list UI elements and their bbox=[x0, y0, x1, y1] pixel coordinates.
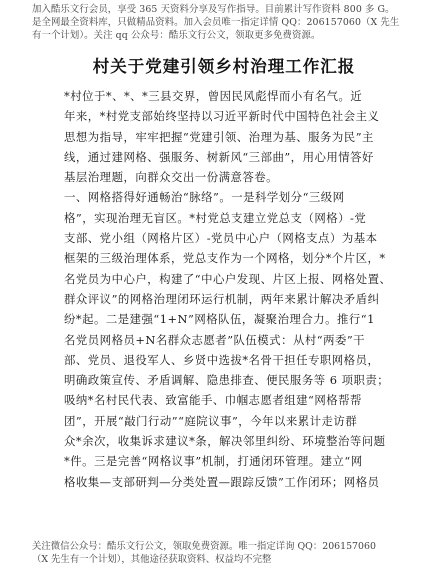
body-line: 基层治理题，向群众交出一份满意答卷。 bbox=[64, 170, 279, 185]
body-line: 纷*起。二是建强“1+N”网格队伍，凝聚治理合力。推行“1 bbox=[64, 312, 375, 327]
footer-notice-line: （X 先生有一个计划），其他途径获取资料、权益均不完整 bbox=[32, 554, 272, 565]
body-line: 框架的三级治理体系，党总支作为一个网格，划分*个片区，* bbox=[64, 251, 386, 266]
body-line: 一、网格搭得好通畅治“脉络”。一是科学划分“三级网 bbox=[64, 190, 345, 205]
header-notice-line: 加入酷乐文行会员，享受 365 天资料分享及写作指导。目前累计写作资料 800 多 G。 bbox=[32, 4, 395, 15]
body-line: 吸纳*名村民代表、致富能手、巾帼志愿者组建“网格帮帮 bbox=[64, 393, 362, 408]
body-line: 格”，实现治理无盲区。*村党总支建立党总支（网格）-党 bbox=[64, 210, 367, 225]
body-line: *村位于*、*、*三县交界，曾因民风彪悍而小有名气。近 bbox=[64, 89, 363, 103]
document-body bbox=[64, 86, 398, 492]
body-line: 思想为指导，牢牢把握“党建引领、治理为基、服务为民”主 bbox=[64, 129, 374, 144]
header-notice-line: 是全网最全资料库，只做精品资料。加入会员唯一指定详情 QQ：206157060（X 先生 bbox=[32, 17, 400, 28]
body-line: 群众评议”的网格治理闭环运行机制，两年来累计解决矛盾纠 bbox=[64, 291, 380, 306]
body-line: 众*余次，收集诉求建议*条，解决邻里纠纷、环境整治等问题 bbox=[64, 434, 386, 449]
body-line: 名党员为中心户，构建了“中心户发现、片区上报、网格处置、 bbox=[64, 271, 392, 286]
body-line: 线，通过建网格、强服务、树新风“三部曲”，用心用情答好 bbox=[64, 149, 374, 164]
document-title: 村关于党建引领乡村治理工作汇报 bbox=[92, 57, 356, 76]
body-line: 部、党员、退役军人、乡贤中选拔*名骨干担任专职网格员， bbox=[64, 352, 380, 367]
body-line: 名党员网格员+N名群众志愿者”队伍模式：从村“两委”干 bbox=[64, 332, 366, 347]
footer-notice-line: 关注微信公众号：酷乐文行公文，领取免费资源。唯一指定详询 QQ：206157060 bbox=[32, 541, 376, 552]
header-notice bbox=[32, 3, 424, 42]
body-line: 格收集—支部研判—分类处置—跟踪反馈”工作闭环；网格员 bbox=[64, 474, 380, 489]
header-notice-line: 有一个计划）。关注 qq 公众号：酷乐文行公文，领取更多免费资源。 bbox=[32, 30, 321, 41]
body-line: 年来，*村党支部始终坚持以习近平新时代中国特色社会主义 bbox=[64, 109, 380, 124]
body-line: *件。三是完善“网格议事”机制，打通闭环管理。建立“网 bbox=[64, 454, 363, 469]
body-line: 支部、党小组（网格片区）-党员中心户（网格支点）为基本 bbox=[64, 231, 378, 246]
body-line: 团”，开展“敲门行动”“庭院议事”，今年以来累计走访群 bbox=[64, 413, 358, 428]
body-line: 明确政策宣传、矛盾调解、隐患排查、便民服务等 6 项职责； bbox=[64, 373, 390, 388]
footer-notice bbox=[32, 540, 424, 566]
